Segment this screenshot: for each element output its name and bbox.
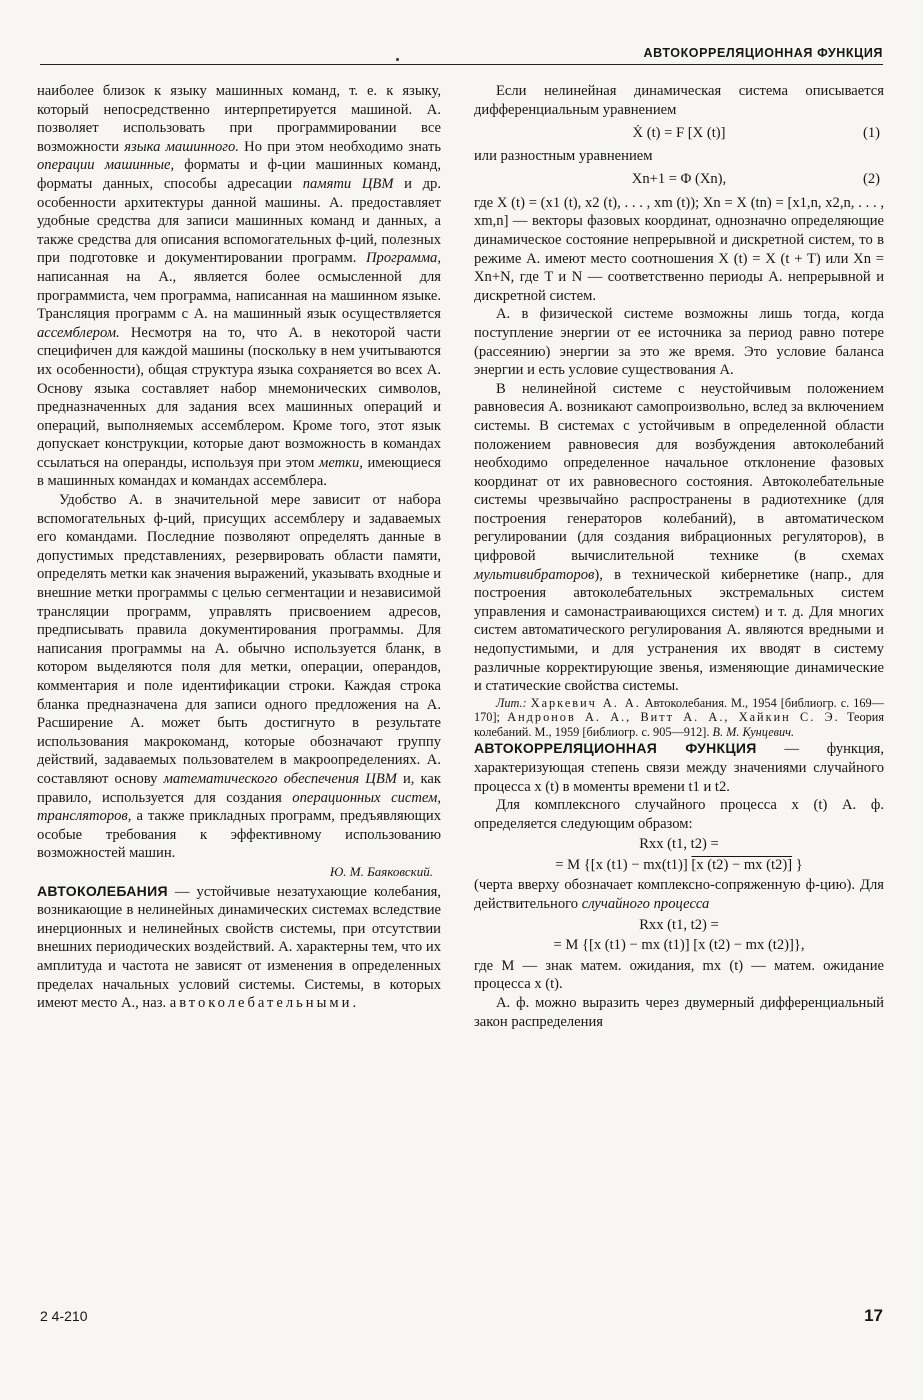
entry-headword: АВТОКОРРЕЛЯЦИОННАЯ ФУНКЦИЯ: [474, 740, 757, 757]
equation-4-line-1: Rxx (t1, t2) =: [639, 916, 719, 933]
assembler-article-continuation: наиболее близок к языку машинных команд, т. е. к языку, который непосредственно интерпретируется машиной. А. позволяет использовать при программировании все возможности языка машинного. Но при этом необходимо знать операции машинные, форматы и ф-ции машинных команд, форматы данных, способы адресации памяти ЦВМ и др. особенности архитектуры данной машины. А. предоставляет удобные средства для записи машинных команд и данных, а также средства для описания вспомогательных ф-ций, полезных при подготовке и документировании программ. Программа, написанная на А., является более осмысленной для программиста, чем программа, написанная на машинном языке. Трансляция программ с А. на машинный язык осуществляется ассемблером. Несмотря на то, что А. в некоторой части специфичен для каждой машины (поскольку в нем учитываются их особенности), общая структура языка сохраняется во всех А. Основу языка составляет набор мнемонических символов, предназначенных для задания всех машинных операций и операций, выполняемых ассемблером. Кроме того, этот язык допускает конструкции, которые дают возможность в командах ссылаться на операнды, используя при этом метки, имеющиеся в машинных командах и командах ассемблера.: [37, 83, 442, 490]
paragraph-equations-intro: Если нелинейная динамическая система описывается дифференциальным уравнением: [474, 83, 884, 118]
left-column: [37, 82, 441, 1013]
page-number: 17: [864, 1306, 883, 1325]
equation-2: Xn+1 = Φ (Xn), (2): [631, 171, 880, 188]
entry-headword: АВТОКОЛЕБАНИЯ: [37, 882, 168, 899]
paragraph-expectation: где M — знак матем. ожидания, mx (t) — матем. ожидание процесса x (t).: [474, 957, 884, 993]
printer-signature-mark: 2 4-210: [40, 1308, 88, 1324]
equation-3-line-1: Rxx (t1, t2) =: [639, 836, 719, 853]
self-oscillation-entry: АВТОКОЛЕБАНИЯ — устойчивые незатухающие колебания, возникающие в нелинейных динамических системах вследствие инерционных и нелинейных свойств системы, при отсутствии внешних периодических воздействий. А. характерны тем, что их амплитуда и частота не зависят от изменения в определенных пределах начальных условий системы. Системы, в которых имеют место А., наз. автоколебательными.: [37, 882, 441, 1012]
equation-3-line-2: = M {[x (t1) − mx(t1)] [x (t2) − mx (t2)] }: [555, 856, 803, 873]
literature-references: Лит.: Харкевич А. А. Автоколебания. М., 1954 [библиогр. с. 169—170]; Андронов А. А., Витт А. А., Хайкин С. Э. Теория колебаний. М., 1959 [библиогр. с. 905—912]. В. М. Кунцевич.: [474, 695, 884, 739]
paragraph-complex-process: Для комплексного случайного процесса x (t) А. ф. определяется следующим образом:: [474, 797, 884, 832]
running-title: АВТОКОРРЕЛЯЦИОННАЯ ФУНКЦИЯ: [643, 46, 883, 60]
equation-1: Ẋ (t) = F [X (t)] (1): [632, 124, 880, 141]
paragraph-distribution: А. ф. можно выразить через двумерный дифференциальный закон распределения: [474, 995, 884, 1030]
print-speck: [396, 58, 399, 61]
assembler-paragraph-2: Удобство А. в значительной мере зависит от набора вспомогательных ф-ций, присущих ассемблеру и задаваемых его командами. Последние позволяют определять данные в допустимых представлениях, резервировать области памяти, определять метки как значения выражений, указывать входные и внешние метки программы с целью сегментации и независимой трансляции программ, управлять присвоением адресов, предписывать правила документирования программы. Для написания программы на А. обычно используется бланк, в котором выделяются поля для метки, операции, операндов, комментария и поле идентификации строки. Каждая строка бланка предназначена для записи одного предложения на А. Расширение А. может быть достигнуто в результате использования макрокоманд, которые обозначают группу действий, задаваемых пользователем в макроопределениях. А. составляют основу математического обеспечения ЦВМ и, как правило, используется для создания операционных систем, трансляторов, а также прикладных программ, предъявляющих особые требования к эффективному использованию возможностей машин.: [37, 492, 441, 862]
paragraph-nonlinear-systems: В нелинейной системе с неустойчивым положением равновесия А. возникают самопроизвольно, вслед за включением системы. В системах с устойчивым в определенной области положением равновесия для возбуждения автоколебаний необходимо определенное начальное отклонение фазовых координат от их равновесного состояния. Автоколебательные системы чрезвычайно распространены в радиотехнике (для построения генераторов колебаний), в автоматическом регулировании (для создания вибрационных регуляторов), в цифровой вычислительной технике (в схемах мультивибраторов), в технической кибернетике (напр., для построения автоколебательных экстремальных систем управления и самонастраивающихся систем) и т. д. Для многих систем автоматического регулирования А. являются вредными и недопустимыми, и для устранения их вводят в систему различные корректирующие звенья, изменяющие динамические и статические свойства системы.: [474, 380, 884, 695]
paragraph-phase-vectors: где X (t) = (x1 (t), x2 (t), . . . , xm (t)); Xn = X (tn) = [x1,n, x2,n, . . . , xm,n] — векторы фазовых координат, однозначно определяющие динамическое состояние непрерывной и дискретной систем, то в режиме А. имеют место соотношения X (t) = X (t + T) или Xn = Xn+N, где T и N — соответственно периоды А. непрерывной и дискретной систем.: [474, 194, 884, 304]
autocorrelation-entry: АВТОКОРРЕЛЯЦИОННАЯ ФУНКЦИЯ — функция, характеризующая степень связи между значениями случайного процесса x (t) в моменты времени t1 и t2.: [474, 740, 884, 795]
equation-4-line-2: = M {[x (t1) − mx (t1)] [x (t2) − mx (t2)]},: [553, 937, 805, 954]
paragraph-energy-balance: А. в физической системе возможны лишь тогда, когда поступление энергии от ее источника за период равно потере (рассеянию) энергии за это же время. Это условие баланса энергии и есть условие существования А.: [474, 306, 884, 379]
author-signature: Ю. М. Баяковский.: [329, 863, 433, 879]
right-column: [474, 82, 884, 1031]
paragraph-conjugate-note: (черта вверху обозначает комплексно-сопряженную ф-цию). Для действительного случайного процесса: [474, 877, 884, 913]
paragraph-difference-eq: или разностным уравнением: [474, 148, 653, 165]
page-header: [40, 40, 883, 65]
